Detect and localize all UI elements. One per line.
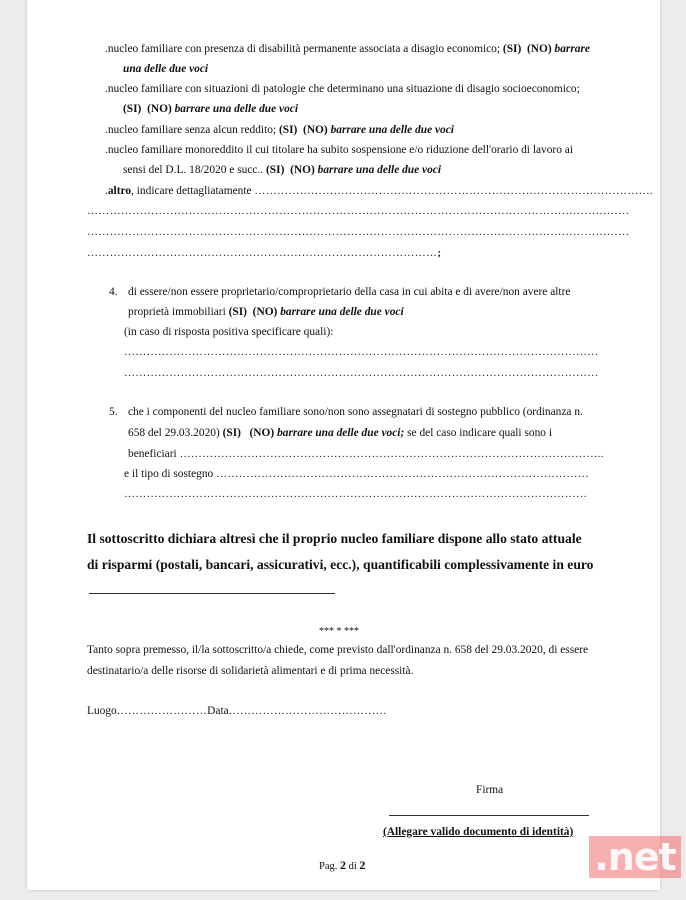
total-pages: 2 (359, 858, 366, 872)
option-text: sensi del D.L. 18/2020 e succ.. (123, 164, 264, 176)
no-choice[interactable]: (NO) (249, 427, 275, 439)
luogo-field[interactable]: …………………… (116, 705, 208, 717)
option-disabilita (105, 42, 590, 57)
closing-line: Tanto sopra premesso, il/la sottoscritto/a chiede, come previsto dall'ordinanza n. 658 del 29.03.2020, di essere (87, 644, 589, 656)
si-choice[interactable]: (SI) (278, 124, 298, 136)
instruction-note: una delle due voci (123, 63, 209, 75)
item-4-hint: (in caso di risposta positiva specificare quali): (124, 326, 334, 338)
semicolon: ; (437, 247, 442, 259)
beneficiari-line (128, 447, 604, 462)
attachment-note: (Allegare valido documento di identità) (383, 826, 574, 838)
item-text: proprietà immobiliari (128, 306, 226, 318)
fill-line[interactable]: ………………………………………………………………………………………………….. (179, 448, 604, 460)
tipo-label: e il tipo di sostegno (124, 468, 214, 480)
fill-line[interactable]: …………………………………………………………………………………………………………… (124, 488, 588, 500)
declaration-line: Il sottoscritto dichiara altresì che il proprio nucleo familiare dispone allo stato attuale (87, 531, 582, 546)
firma-label: Firma (476, 784, 504, 796)
page-number (319, 858, 365, 874)
section-separator: *** * *** (319, 626, 359, 637)
option-senza-reddito (105, 123, 454, 138)
option-patologie-text: .nucleo familiare con situazioni di patologie che determinano una situazione di disagio socioeconomico; (105, 83, 580, 95)
instruction-note: barrare una delle due voci (317, 164, 442, 176)
item-5-text: che i componenti del nucleo familiare sono/non sono assegnatari di sostegno pubblico (ordinanza n. (128, 406, 583, 418)
no-choice[interactable]: (NO) (303, 124, 328, 136)
fill-line-dots[interactable]: ………………………………………………………………………………… (87, 247, 438, 259)
si-choice[interactable]: (SI) (266, 164, 285, 176)
option-text: .nucleo familiare senza alcun reddito; (105, 124, 277, 136)
current-page: 2 (340, 858, 346, 872)
item-number: 4. (109, 286, 118, 298)
si-choice[interactable]: (SI) (502, 43, 522, 55)
instruction-note: barrare (554, 43, 590, 55)
instruction-note: barrare una delle due voci (174, 103, 298, 115)
fill-line[interactable]: ……………………………………………………………………………………………………………… (124, 367, 599, 379)
item-4-text: di essere/non essere proprietario/comproprietario della casa in cui abita e di avere/non avere altre (128, 286, 571, 298)
option-patologie-choice (123, 102, 298, 117)
option-monoreddito (123, 163, 441, 178)
bullet-dot: . (105, 185, 108, 197)
pag-label: Pag. (319, 861, 338, 872)
fill-line[interactable]: ……………………………………………………………………………………………………………… (124, 346, 599, 358)
si-choice[interactable]: (SI) (222, 427, 241, 439)
declaration-line: di risparmi (postali, bancari, assicurativi, ecc.), quantificabili complessivamente in euro (87, 557, 594, 572)
fill-line (87, 247, 441, 259)
watermark-logo: .net (589, 836, 681, 878)
option-text: .nucleo familiare con presenza di disabilità permanente associata a disagio economico; (105, 43, 501, 55)
beneficiari-label: beneficiari (128, 448, 177, 460)
altro-text: , indicare dettagliatamente (131, 185, 252, 197)
tipo-sostegno-line (124, 467, 589, 482)
luogo-label: Luogo (87, 705, 117, 717)
di-label: di (348, 861, 357, 872)
option-monoreddito-text: .nucleo familiare monoreddito il cui titolare ha subito sospensione e/o riduzione dell'orario di lavoro ai (105, 144, 573, 156)
fill-line[interactable]: ……………………………………………………………………………………………………………………………… (87, 205, 630, 217)
fill-line[interactable]: ……………………………………………………………………………………… (216, 468, 589, 480)
no-choice[interactable]: (NO) (290, 164, 315, 176)
closing-line: destinatario/a delle risorse di solidarietà alimentari e di prima necessità. (87, 665, 414, 677)
instruction-note: barrare una delle due voci (330, 124, 454, 136)
item-text: 658 del 29.03.2020) (128, 427, 220, 439)
option-altro (105, 184, 653, 199)
item-text: se del caso indicare quali sono i (407, 427, 552, 439)
item-4-choice (128, 305, 404, 320)
fill-line[interactable]: ……………………………………………………………………………………………. (254, 185, 653, 197)
fill-line[interactable]: ……………………………………………………………………………………………………………………………… (87, 226, 630, 238)
document-page (27, 0, 660, 890)
instruction-note: barrare una delle due voci; (277, 427, 405, 439)
signature-line[interactable] (389, 815, 589, 816)
data-field[interactable]: …………………………………… (228, 705, 387, 717)
luogo-data-line (87, 704, 387, 719)
si-choice[interactable]: (SI) (228, 306, 247, 318)
no-choice[interactable]: (NO) (252, 306, 278, 318)
instruction-note: barrare una delle due voci (280, 306, 404, 318)
si-choice[interactable]: (SI) (123, 103, 142, 115)
no-choice[interactable]: (NO) (526, 43, 552, 55)
data-label: Data (207, 705, 229, 717)
item-5-choice (128, 426, 552, 441)
altro-label: altro (107, 185, 132, 197)
amount-underline[interactable] (89, 593, 335, 594)
no-choice[interactable]: (NO) (147, 103, 172, 115)
item-number: 5. (109, 406, 118, 418)
